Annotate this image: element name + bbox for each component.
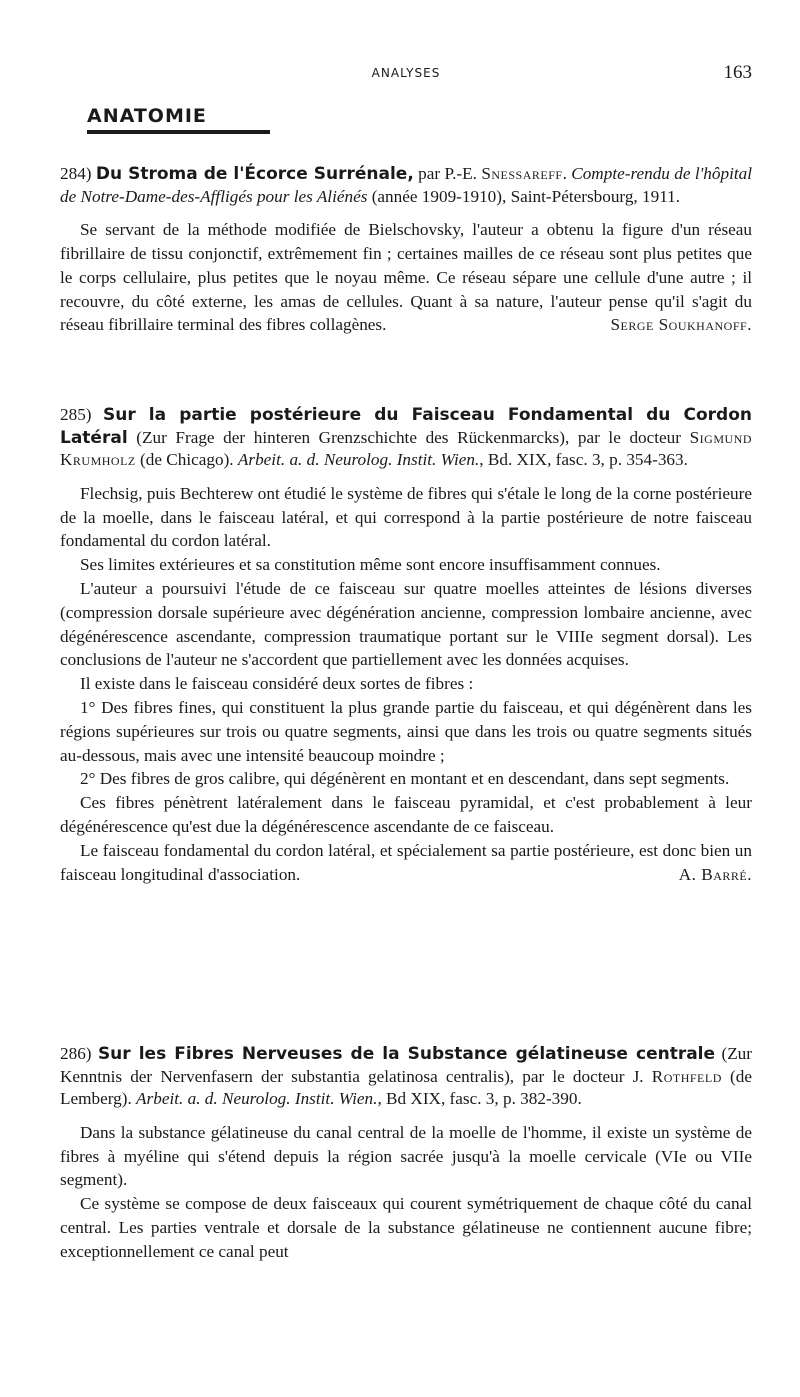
article-body [60,482,752,887]
byline-mid: (de Lemberg). [60,1066,752,1109]
paragraph: Dans la substance gélatineuse du canal central de la moelle de l'homme, il existe un système de fibres à myéline qui s'étend depuis la région sacrée jusqu'à la moelle cervicale (VIe ou VIIe segment). [60,1122,752,1190]
article-body [60,218,752,337]
paragraph: Ces fibres pénètrent latéralement dans le faisceau pyramidal, et c'est probablement à leur dégénérescence qu'est due la dégénérescence ascendante de ce faisceau. [60,793,752,836]
source-citation: Arbeit. a. d. Neurolog. Instit. Wien. [136,1089,378,1109]
source-citation: Arbeit. a. d. Neurolog. Instit. Wien. [237,450,480,470]
article-title: Du Stroma de l'Écorce Surrénale, [95,164,414,184]
paragraph-text: Se servant de la méthode modifiée de Bielschovsky, l'auteur a obtenu la figure d'un réseau fibrillaire de tissu conjonctif, extrêmement fin ; certaines mailles de ce réseau sont plus petites que le corps cellulaire, plus petites que le noyau même. Ce réseau sépare une cellule d'une autre ; il recouvre, du côté externe, les amas de cellules. Quant à sa nature, l'auteur pense qu'il s'agit du réseau fibrillaire terminal des fibres collagènes. [60,220,752,335]
article-285 [60,404,752,886]
section-rule [87,130,270,134]
page-number: 163 [723,62,752,83]
paragraph: Ce système se compose de deux faisceaux qui courent symétriquement de chaque côté du canal central. Les parties ventrale et dorsale de la substance gélatineuse ne contiennent aucune fibre; exceptionnellement ce canal peut [60,1194,752,1261]
paragraph [60,218,752,337]
author-name: Snessareff [481,164,563,183]
paragraph-text: Le faisceau fondamental du cordon latéral, et spécialement sa partie postérieure, est donc bien un faisceau longitudinal d'association. [60,840,752,884]
byline: (Zur Frage der hinteren Grenzschichte des Rückenmarcks), par le docteur [127,427,690,447]
author-name: Rothfeld [651,1066,722,1086]
paragraph [60,839,752,887]
article-title: Sur la partie postérieure du Faisceau Fondamental du Cordon Latéral [60,405,752,448]
source-details: (année 1909-1910), Saint-Pétersbourg, 1911. [367,186,681,206]
signature: Serge Soukhanoff. [610,315,752,335]
section-heading: ANATOMIE [87,105,207,127]
byline-mid: (de Chicago). [135,450,238,470]
paragraph: Flechsig, puis Bechterew ont étudié le système de fibres qui s'étale le long de la corne postérieure de la moelle, dans le faisceau latéral, et qui correspond à la partie postérieure de notre faisceau fondamental du cordon latéral. [60,483,752,551]
paragraph: Ses limites extérieures et sa constitution même sont encore insuffisamment connues. [80,555,661,575]
article-286 [60,1043,752,1264]
running-head [60,62,752,86]
byline: par P.-E. [413,164,482,183]
article-number: 286) [60,1044,92,1063]
paragraph: Il existe dans le faisceau considéré deux sortes de fibres : [80,674,474,694]
article-heading [60,1043,752,1111]
article-title: Sur les Fibres Nerveuses de la Substance gélatineuse centrale [97,1044,716,1064]
source-citation: Compte-rendu de l'hôpital de Notre-Dame-des-Affligés pour les Aliénés [60,164,753,206]
byline: (Zur Kenntnis der Nervenfasern der substantia gelatinosa centralis), par le docteur J. [60,1044,753,1086]
source-details: , Bd. XIX, fasc. 3, p. 354-363. [479,450,688,470]
paragraph: 2° Des fibres de gros calibre, qui dégénèrent en montant et en descendant, dans sept segments. [80,769,730,789]
running-title: ANALYSES [371,66,441,80]
article-heading [60,404,752,472]
author-name: Sigmund Krumholz [60,427,752,470]
article-284 [60,163,752,337]
article-heading [60,163,752,208]
signature: A. Barré. [678,864,752,884]
article-number: 284) [60,164,92,183]
article-body [60,1121,752,1264]
byline-mid: . [562,164,572,183]
source-details: , Bd XIX, fasc. 3, p. 382-390. [377,1089,582,1109]
paragraph: L'auteur a poursuivi l'étude de ce faisceau sur quatre moelles atteintes de lésions diverses (compression dorsale supérieure avec dégénération ancienne, compression lombaire ancienne, avec dégénérescence ascendante, compression traumatique portant sur le VIIIe segment dorsal). Les conclusions de l'auteur ne s'accordent que partiellement avec les données acquises. [60,578,752,670]
paragraph: 1° Des fibres fines, qui constituent la plus grande partie du faisceau, et qui dégénèrent dans les régions supérieures sur trois ou quatre segments, ainsi que dans les trois ou quatre segments situés au-dessous, mais avec une intensité beaucoup moindre ; [60,697,752,765]
article-number: 285) [60,405,92,424]
